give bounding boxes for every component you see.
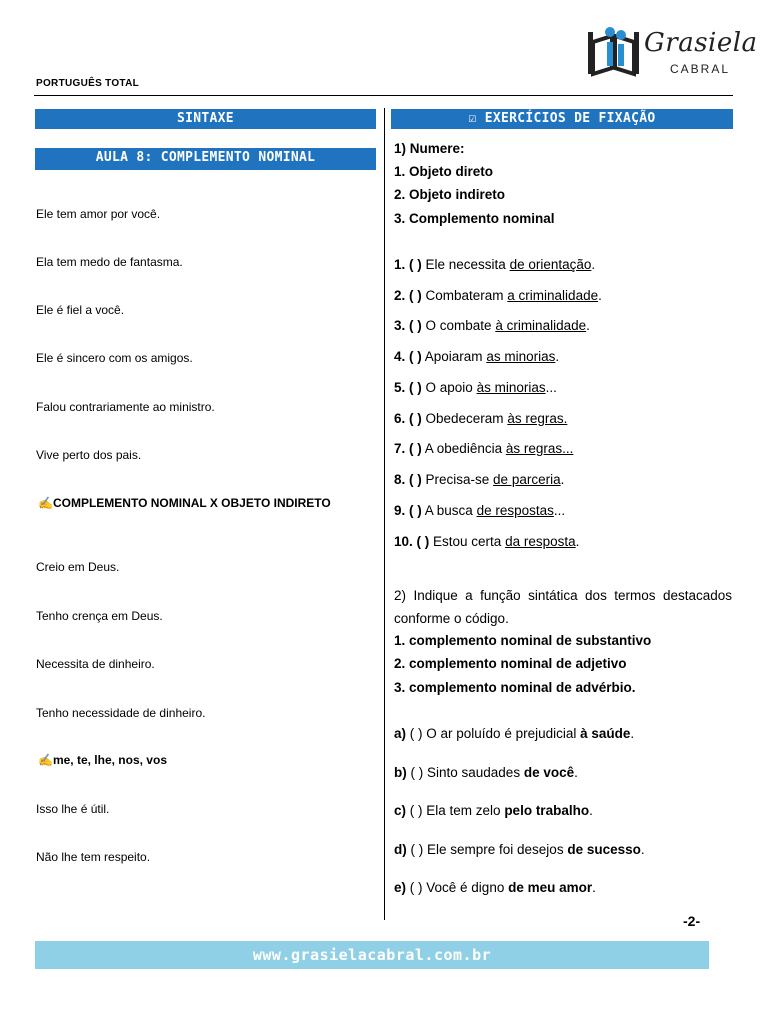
example-line: Isso lhe é útil. xyxy=(36,802,110,816)
logo-name: Grasiela xyxy=(644,28,758,58)
item-text: Apoiaram xyxy=(421,349,487,364)
item-end: . xyxy=(591,257,596,272)
exercise2-item xyxy=(394,880,596,895)
item-blank: ( ) xyxy=(406,842,427,857)
subheading-text: me, te, lhe, nos, vos xyxy=(52,753,167,767)
exercise1-option: 3. Complemento nominal xyxy=(394,211,555,226)
item-blank: ( ) xyxy=(406,880,427,895)
example-line: Creio em Deus. xyxy=(36,560,120,574)
logo xyxy=(582,22,758,84)
example-line: Falou contrariamente ao ministro. xyxy=(36,400,215,414)
example-line: Vive perto dos pais. xyxy=(36,448,142,462)
item-letter: e) xyxy=(394,880,407,895)
item-highlight: à criminalidade xyxy=(495,318,587,333)
item-text: Combateram xyxy=(421,288,508,303)
item-text: Ele necessita xyxy=(421,257,510,272)
exercise1-item xyxy=(394,288,602,303)
item-number: 9. ( ) xyxy=(394,503,422,518)
exercise2-item xyxy=(394,842,645,857)
exercise1-option: 1. Objeto direto xyxy=(394,164,494,179)
item-number: 4. ( ) xyxy=(394,349,422,364)
item-text: Estou certa xyxy=(429,534,506,549)
item-end: . xyxy=(598,288,602,303)
exercise1-item xyxy=(394,318,590,333)
example-line: Não lhe tem respeito. xyxy=(36,850,151,864)
item-text: Ela tem zelo xyxy=(426,803,505,818)
item-end: . xyxy=(586,318,590,333)
book-icon xyxy=(582,22,644,84)
section-title-sintaxe: SINTAXE xyxy=(35,109,376,129)
item-end: . xyxy=(555,349,560,364)
item-text: O ar poluído é prejudicial xyxy=(426,726,581,741)
item-end: ... xyxy=(553,503,566,518)
exercise1-title: 1) Numere: xyxy=(394,141,465,156)
item-end: . xyxy=(592,880,596,895)
item-blank: ( ) xyxy=(406,726,427,741)
item-end: . xyxy=(574,765,578,780)
example-line: Tenho crença em Deus. xyxy=(36,609,163,623)
item-highlight: às minorias xyxy=(476,380,546,395)
exercise1-item xyxy=(394,534,579,549)
item-text: O combate xyxy=(421,318,496,333)
example-line: Ela tem medo de fantasma. xyxy=(36,255,183,269)
item-highlight: de você xyxy=(523,765,575,780)
exercise1-item xyxy=(394,349,559,364)
exercise1-item xyxy=(394,411,567,426)
subheading-text: COMPLEMENTO NOMINAL X OBJETO INDIRETO xyxy=(52,496,331,510)
item-end: . xyxy=(589,803,593,818)
example-line: Ele é fiel a você. xyxy=(36,303,125,317)
item-blank: ( ) xyxy=(406,803,427,818)
item-number: 3. ( ) xyxy=(394,318,422,333)
logo-sub: CABRAL xyxy=(670,62,731,76)
item-text: Sinto saudades xyxy=(427,765,524,780)
item-highlight: de respostas xyxy=(476,503,554,518)
exercise2-item xyxy=(394,803,593,818)
item-highlight: à saúde xyxy=(580,726,631,741)
exercise1-item xyxy=(394,441,573,456)
exercise1-item xyxy=(394,257,595,272)
example-line: Ele tem amor por você. xyxy=(36,207,161,221)
item-text: Precisa-se xyxy=(421,472,494,487)
header-title: PORTUGUÊS TOTAL xyxy=(36,78,140,89)
item-number: 6. ( ) xyxy=(394,411,422,426)
item-letter: b) xyxy=(394,765,407,780)
item-number: 5. ( ) xyxy=(394,380,422,395)
item-end: . xyxy=(640,842,645,857)
item-number: 10. ( ) xyxy=(394,534,430,549)
example-line: Tenho necessidade de dinheiro. xyxy=(36,706,206,720)
exercise2-item xyxy=(394,765,578,780)
item-end: ... xyxy=(545,380,557,395)
lesson-title: AULA 8: COMPLEMENTO NOMINAL xyxy=(35,148,376,170)
item-highlight: às regras. xyxy=(507,411,568,426)
item-highlight: pelo trabalho xyxy=(504,803,590,818)
header-divider xyxy=(34,95,733,96)
exercise1-item xyxy=(394,472,564,487)
item-blank: ( ) xyxy=(406,765,427,780)
item-letter: a) xyxy=(394,726,407,741)
item-text: Você é digno xyxy=(426,880,509,895)
item-highlight: de meu amor xyxy=(508,880,593,895)
item-text: Obedeceram xyxy=(421,411,508,426)
example-line: Necessita de dinheiro. xyxy=(36,657,155,671)
item-highlight: da resposta xyxy=(505,534,576,549)
item-highlight: as minorias xyxy=(486,349,556,364)
item-highlight: a criminalidade xyxy=(507,288,599,303)
item-highlight: de sucesso xyxy=(567,842,641,857)
page-number: -2- xyxy=(683,913,701,929)
exercise2-option: 2. complemento nominal de adjetivo xyxy=(394,656,627,671)
item-number: 1. ( ) xyxy=(394,257,422,272)
item-text: O apoio xyxy=(421,380,477,395)
item-highlight: de orientação xyxy=(509,257,592,272)
item-end: . xyxy=(575,534,580,549)
pointing-hand-icon: ✍ xyxy=(38,496,53,510)
pointing-hand-icon: ✍ xyxy=(38,753,53,767)
section-title-exercicios: ☑ EXERCÍCIOS DE FIXAÇÃO xyxy=(391,109,733,129)
item-letter: d) xyxy=(394,842,407,857)
exercise2-intro: 2) Indique a função sintática dos termos destacados conforme o código. xyxy=(394,588,732,626)
item-highlight: às regras... xyxy=(505,441,574,456)
exercise2-option: 1. complemento nominal de substantivo xyxy=(394,633,652,648)
item-number: 2. ( ) xyxy=(394,288,422,303)
item-text: A obediência xyxy=(421,441,506,456)
item-end: . xyxy=(630,726,635,741)
example-line: Ele é sincero com os amigos. xyxy=(36,351,193,365)
item-text: Ele sempre foi desejos xyxy=(427,842,568,857)
item-number: 7. ( ) xyxy=(394,441,422,456)
exercise2-item xyxy=(394,726,634,741)
item-end: . xyxy=(560,472,565,487)
exercise1-item xyxy=(394,380,557,395)
column-divider xyxy=(384,108,385,920)
item-number: 8. ( ) xyxy=(394,472,422,487)
item-text: A busca xyxy=(421,503,477,518)
subheading-cn-oi xyxy=(38,496,331,510)
exercise2-option: 3. complemento nominal de advérbio. xyxy=(394,680,636,695)
footer-url[interactable]: www.grasielacabral.com.br xyxy=(35,941,709,969)
subheading-pronouns xyxy=(38,753,167,767)
exercise1-option: 2. Objeto indireto xyxy=(394,187,506,202)
item-letter: c) xyxy=(394,803,407,818)
exercise1-item xyxy=(394,503,565,518)
item-highlight: de parceria xyxy=(493,472,561,487)
